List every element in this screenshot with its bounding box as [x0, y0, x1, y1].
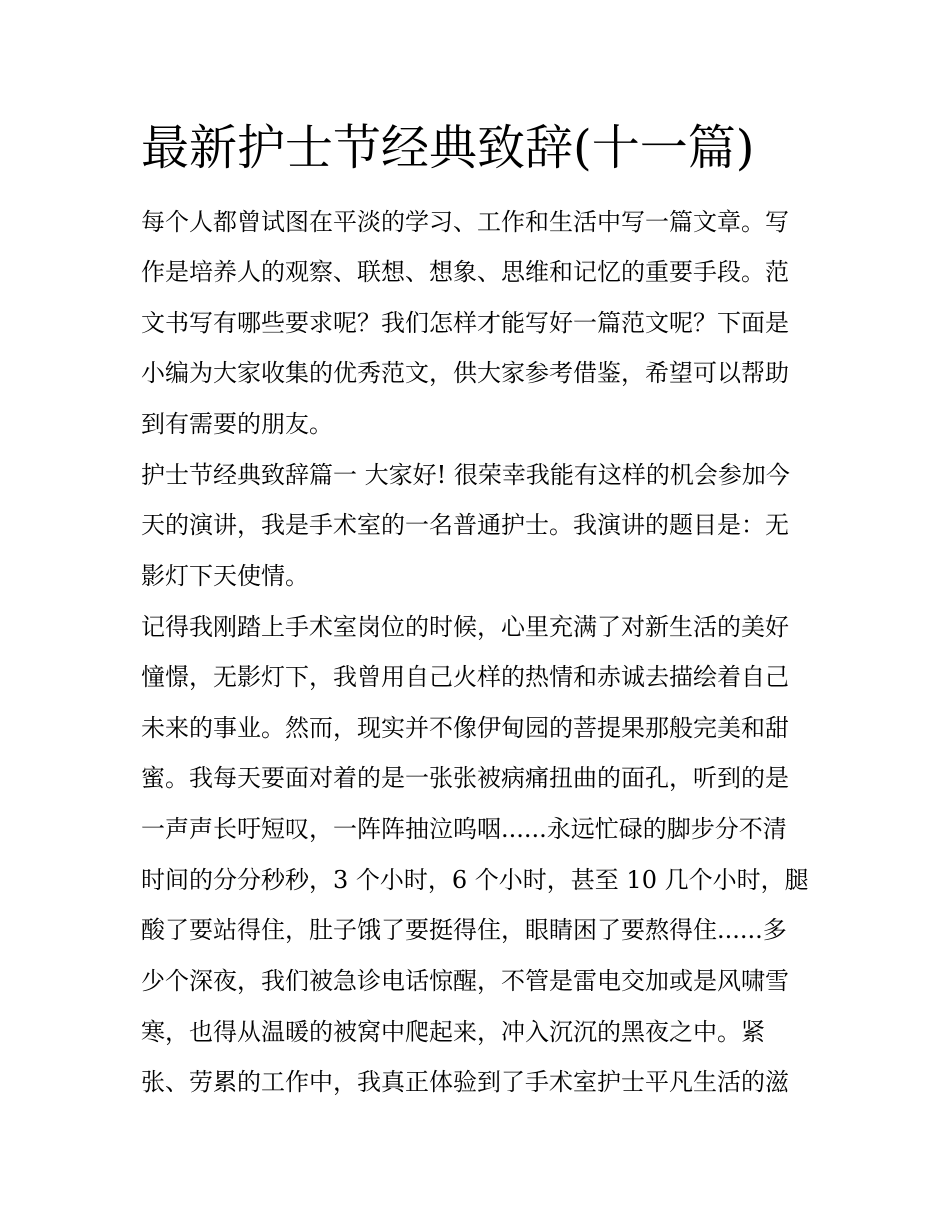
- paragraph-3-line-5: 一声声长吁短叹，一阵阵抽泣呜咽......永远忙碌的脚步分不清: [141, 815, 787, 843]
- paragraph-1-line-4: 小编为大家收集的优秀范文，供大家参考借鉴，希望可以帮助: [141, 359, 789, 387]
- paragraph-2-line-2: 天的演讲，我是手术室的一名普通护士。我演讲的题目是：无: [141, 511, 789, 539]
- paragraph-3-line-8: 少个深夜，我们被急诊电话惊醒，不管是雷电交加或是风啸雪: [141, 967, 789, 995]
- paragraph-3-line-1: 记得我刚踏上手术室岗位的时候，心里充满了对新生活的美好: [141, 613, 789, 641]
- paragraph-1-line-1: 每个人都曾试图在平淡的学习、工作和生活中写一篇文章。写: [141, 208, 789, 236]
- paragraph-2-line-3: 影灯下天使情。: [141, 562, 309, 590]
- paragraph-3-line-6: 时间的分分秒秒，3 个小时，6 个小时，甚至 10 几个小时，腿: [141, 866, 809, 894]
- paragraph-1-line-2: 作是培养人的观察、联想、想象、思维和记忆的重要手段。范: [141, 258, 789, 286]
- paragraph-3-line-7: 酸了要站得住，肚子饿了要挺得住，眼睛困了要熬得住......多: [141, 916, 787, 944]
- paragraph-3-line-10: 张、劳累的工作中，我真正体验到了手术室护士平凡生活的滋: [141, 1068, 789, 1096]
- paragraph-3-line-2: 憧憬，无影灯下，我曾用自己火样的热情和赤诚去描绘着自己: [141, 663, 789, 691]
- paragraph-2-line-1: 护士节经典致辞篇一 大家好! 很荣幸我能有这样的机会参加今: [141, 461, 790, 489]
- paragraph-1-line-5: 到有需要的朋友。: [141, 410, 333, 438]
- document-title: 最新护士节经典致辞(十一篇): [141, 120, 755, 176]
- paragraph-3-line-3: 未来的事业。然而，现实并不像伊甸园的菩提果那般完美和甜: [141, 714, 789, 742]
- paragraph-1-line-3: 文书写有哪些要求呢？我们怎样才能写好一篇范文呢？下面是: [141, 309, 789, 337]
- paragraph-3-line-4: 蜜。我每天要面对着的是一张张被病痛扭曲的面孔，听到的是: [141, 764, 789, 792]
- paragraph-3-line-9: 寒，也得从温暖的被窝中爬起来，冲入沉沉的黑夜之中。紧: [141, 1018, 765, 1046]
